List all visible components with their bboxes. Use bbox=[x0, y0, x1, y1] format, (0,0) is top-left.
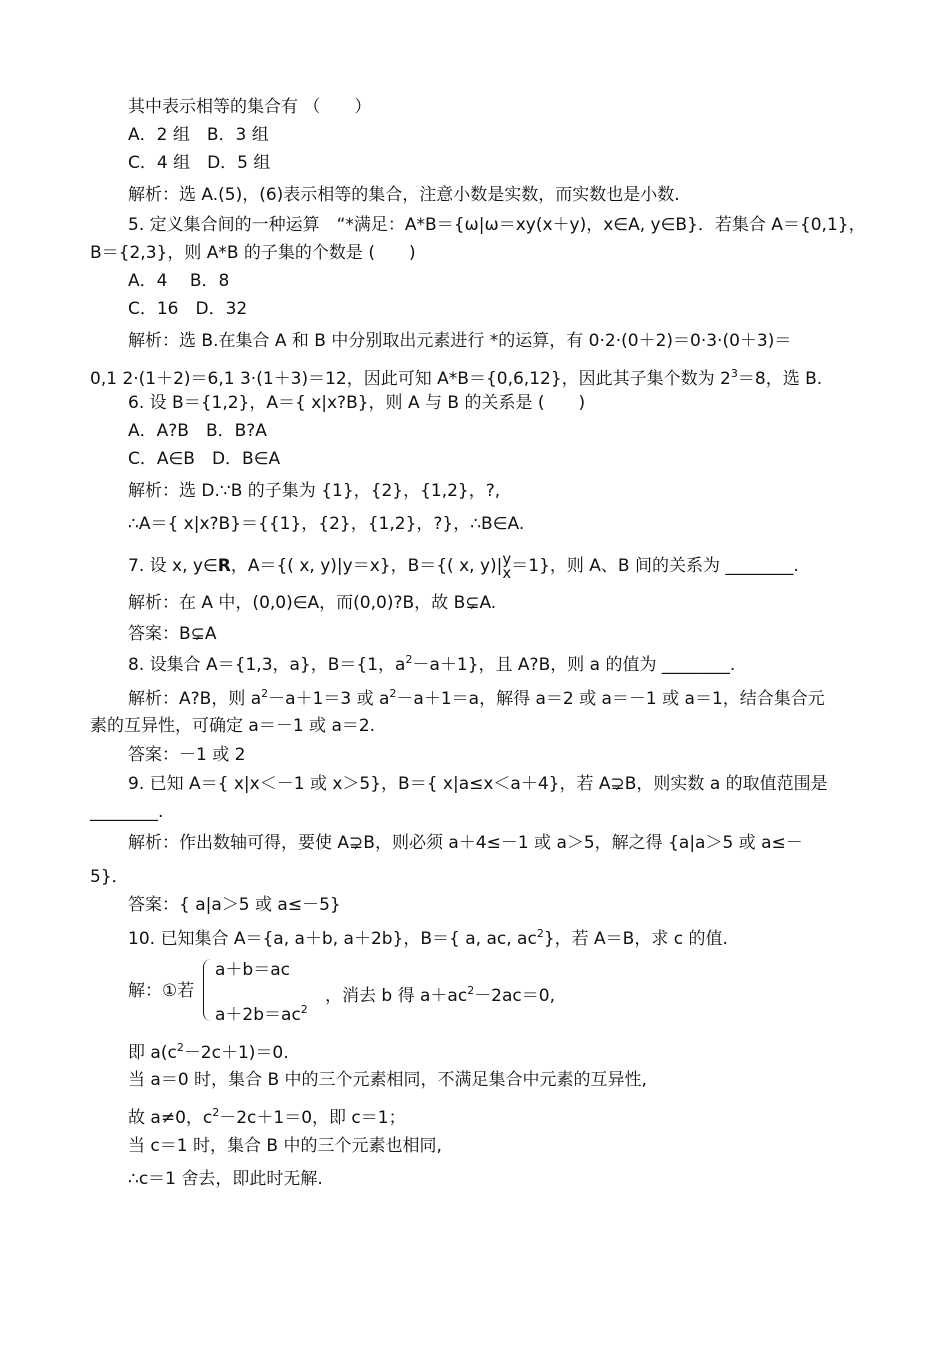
question-5-cont: B＝{2,3}，则 A*B 的子集的个数是 ( ) bbox=[90, 243, 416, 263]
solution-10-line: 故 a≠0，$c^2-2c+1=0$，即 c＝1； bbox=[128, 1106, 406, 1128]
solution-10-label: 解：①若 bbox=[128, 981, 195, 1001]
question-8: 8. 设集合 A＝{1,3，a}，B＝{1，$a^2-a+1$}，且 A?B，则 a 的值为 ________. bbox=[128, 653, 736, 675]
answer-9: 答案：{ a|a＞5 或 a≤－5} bbox=[128, 895, 341, 915]
solution-10-line: 即 $a(c^2-2c+1)=0$. bbox=[128, 1041, 289, 1063]
solution-6: 解析：选 D.∵B 的子集为 {1}，{2}，{1,2}，?, bbox=[128, 481, 501, 501]
solution-7: 解析：在 A 中，(0,0)∈A，而(0,0)?B，故 B⊊A. bbox=[128, 593, 497, 613]
solution-10-line: 当 c＝1 时，集合 B 中的三个元素也相同, bbox=[128, 1136, 442, 1156]
solution-8-cont: 素的互异性，可确定 a＝－1 或 a＝2. bbox=[90, 716, 376, 736]
question-10: 10. 已知集合 A＝{a, a＋b, a＋2b}，B＝{ a, ac, $ac^2$}，若 A＝B，求 c 的值. bbox=[128, 927, 728, 949]
question-9-blank: ________. bbox=[90, 802, 164, 822]
choices-ab: A．A?B B．B?A bbox=[128, 421, 267, 441]
solution-4: 解析：选 A.(5)，(6)表示相等的集合，注意小数是实数，而实数也是小数. bbox=[128, 185, 680, 205]
equation-row-1: a＋b＝ac bbox=[215, 960, 290, 980]
solution-5: 解析：选 B.在集合 A 和 B 中分别取出元素进行 *的运算，有 0·2·(0＋2)＝0·3·(0＋3)＝ bbox=[128, 331, 792, 351]
answer-7: 答案：B⊊A bbox=[128, 624, 217, 644]
question-stem: 其中表示相等的集合有 （ ） bbox=[128, 97, 372, 117]
solution-9-cont: 5}． bbox=[90, 867, 129, 887]
solution-6-cont: ∴A＝{ x|x?B}＝{{1}，{2}，{1,2}，?}，∴B∈A. bbox=[128, 514, 525, 534]
question-5: 5. 定义集合间的一种运算 “*满足：A*B＝{ω|ω＝xy(x＋y)，x∈A, y∈B}．若集合 A＝{0,1}， bbox=[128, 215, 866, 235]
solution-10-step: ，消去 b 得 $a+ac^2-2ac=0$, bbox=[325, 984, 555, 1006]
solution-8: 解析：A?B，则 $a^2-a+1=3$ 或 $a^2-a+1=a$，解得 a＝2 或 a＝－1 或 a＝1，结合集合元 bbox=[128, 687, 825, 709]
choices-cd: C．A∈B D．B∈A bbox=[128, 449, 281, 469]
solution-9: 解析：作出数轴可得，要使 A⊋B，则必须 a＋4≤－1 或 a＞5，解之得 {a|a＞5 或 a≤－ bbox=[128, 833, 803, 853]
question-6: 6. 设 B＝{1,2}，A＝{ x|x?B}，则 A 与 B 的关系是 ( ) bbox=[128, 393, 586, 413]
solution-10-line: 当 a＝0 时，集合 B 中的三个元素相同，不满足集合中元素的互异性, bbox=[128, 1070, 647, 1090]
solution-10-line: ∴c＝1 舍去，即此时无解. bbox=[128, 1169, 323, 1189]
solution-5-cont: 0,1 2·(1＋2)＝6,1 3·(1＋3)＝12，因此可知 A*B＝{0,6,12}，因此其子集个数为 $2^3=8$，选 B. bbox=[90, 367, 823, 389]
fraction-y-over-x: y x bbox=[502, 550, 512, 582]
equation-brace bbox=[203, 959, 214, 1021]
choices-ab: A．2 组 B．3 组 bbox=[128, 125, 269, 145]
answer-8: 答案：－1 或 2 bbox=[128, 745, 246, 765]
choices-cd: C．4 组 D．5 组 bbox=[128, 153, 271, 173]
equation-row-2: $a+2b=ac^2$ bbox=[215, 1003, 308, 1025]
question-7: 7. 设 x, y∈R，A＝{( x, y)|y＝x}，B＝{( x, y)| y x ＝1}，则 A、B 间的关系为 ________. bbox=[128, 550, 799, 582]
choices-ab: A．4 B．8 bbox=[128, 271, 230, 291]
choices-cd: C．16 D．32 bbox=[128, 299, 248, 319]
question-9: 9. 已知 A＝{ x|x＜－1 或 x＞5}，B＝{ x|a≤x＜a＋4}，若 A⊋B，则实数 a 的取值范围是 bbox=[128, 774, 828, 794]
